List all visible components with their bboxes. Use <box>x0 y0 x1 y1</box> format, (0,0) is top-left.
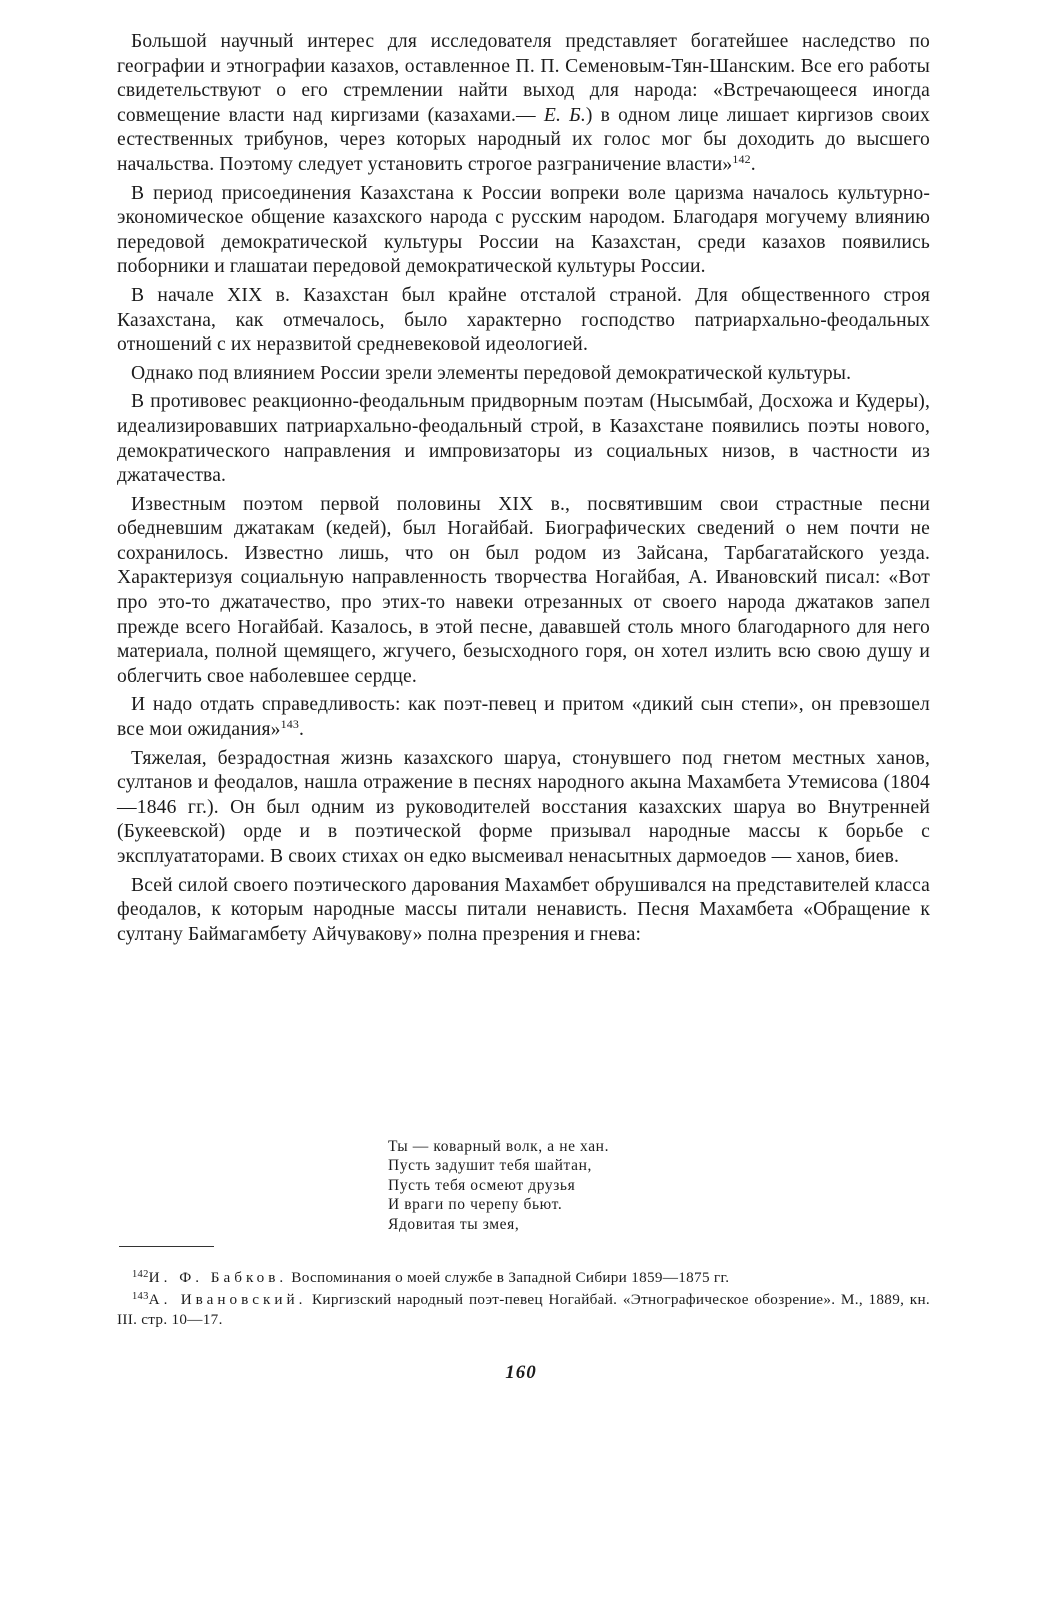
verse-line: Пусть задушит тебя шайтан, <box>388 1157 592 1175</box>
paragraph-4: Однако под влиянием России зрели элементы передовой демократической культуры. <box>131 362 852 384</box>
footnote-author: И. Ф. Бабков. <box>148 1269 288 1286</box>
paragraph-5: В противовес реакционно-феодальным придворным поэтам (Нысымбай, Досхожа и Кудеры), идеализировавших патриархально-феодальный строй, в Казахстане появились поэты нового, демократического направления и импровизаторы из социальных низов, в частности из джатачества. <box>117 391 930 487</box>
footnote-text: Киргизский народный поэт-певец Ногайбай. «Этнографическое обозрение». М., 1889, кн. III. стр. 10—17. <box>117 1291 930 1328</box>
verse-line: Ты — коварный волк, а не хан. <box>388 1138 610 1155</box>
page-number: 160 <box>505 1362 537 1383</box>
footnote-number: 143 <box>132 1291 149 1303</box>
paragraph-2: В период присоединения Казахстана к России вопреки воле царизма началось культурно-экономическое общение казахского народа с русским народом. Благодаря могучему влиянию передовой демократической культуры России на Казахстан, среди казахов появились поборники и глашатаи передовой демократической культуры России. <box>117 182 930 278</box>
footnote-divider <box>119 1246 214 1247</box>
footnote-142 <box>117 1268 930 1287</box>
paragraph-9: Всей силой своего поэтического дарования Махамбет обрушивался на представителей класса феодалов, к которым народные массы питали ненависть. Песня Махамбета «Обращение к султану Баймагамбету Айчувакову» полна презрения и гнева: <box>117 874 930 945</box>
paragraph-6: Известным поэтом первой половины XIX в., посвятившим свои страстные песни обедневшим джатакам (кедей), был Ногайбай. Биографических сведений о нем почти не сохранилось. Известно лишь, что он был родом из Зайсана, Тарбагатайского уезда. Характеризуя социальную направленность творчества Ногайбая, А. Ивановский писал: «Вот про это-то джатачество, про этих-то навеки отрезанных от своего народа джатаков запел прежде всего Ногайбай. Казалось, в этой песне, дававшей столь много благодарного для него материала, полной щемящего, жгучего, безысходного горя, он хотел излить всю свою душу и облегчить свое наболевшее сердце. <box>117 493 930 687</box>
verse-line: Ядовитая ты змея, <box>388 1215 520 1233</box>
paragraph-7-text: И надо отдать справедливость: как поэт-певец и притом «дикий сын степи», он превзошел все мои ожидания» <box>117 694 930 741</box>
paragraph-1-text: Большой научный интерес для исследователя представляет богатейшее наследство по географии и этнографии казахов, оставленное П. П. Семеновым-Тян-Шанским. Все его работы свидетельствуют о его стремлении найти выход для народа: «Встречающееся иногда совмещение власти над киргизами (казахами.— <box>117 31 930 126</box>
paragraph-7-tail: . <box>299 719 305 741</box>
verse-line: И враги по черепу бьют. <box>388 1196 563 1214</box>
footnote-ref-143[interactable]: 143 <box>280 717 300 732</box>
paragraph-1-text-cont: ) в одном лице лишает киргизов своих естественных трибунов, через которых народный их голос мог бы доходить до высшего начальства. Поэтому следует установить строгое разграничение власти» <box>117 104 930 175</box>
editor-initials: Е. Б. <box>543 104 586 126</box>
verse-block <box>388 1137 788 1234</box>
main-text <box>117 30 930 951</box>
paragraph-8: Тяжелая, безрадостная жизнь казахского шаруа, стонувшего под гнетом местных ханов, султанов и феодалов, нашла отражение в песнях народного акына Махамбета Утемисова (1804—1846 гг.). Он был одним из руководителей восстания казахских шаруа во Внутренней (Букеевской) орде и в поэтической форме призывал народные массы к борьбе с эксплуататорами. В своих стихах он едко высмеивал ненасытных дармоедов — ханов, биев. <box>117 747 930 867</box>
paragraph-3: В начале XIX в. Казахстан был крайне отсталой страной. Для общественного строя Казахстана, как отмечалось, было характерно господство патриархально-феодальных отношений с их неразвитой средневековой идеологией. <box>117 284 930 356</box>
paragraph-7 <box>117 693 930 742</box>
verse-line: Пусть тебя осмеют друзья <box>388 1176 576 1194</box>
paragraph-1 <box>117 30 930 178</box>
paragraph-1-tail: . <box>750 153 756 175</box>
footnote-ref-142[interactable]: 142 <box>732 151 751 166</box>
footnote-number: 142 <box>132 1269 149 1280</box>
footnote-author: А. Ивановский. <box>148 1291 307 1309</box>
footnotes <box>117 1268 930 1332</box>
footnote-text: Воспоминания о моей службе в Западной Сибири 1859—1875 гг. <box>287 1269 730 1286</box>
footnote-143 <box>117 1290 930 1329</box>
